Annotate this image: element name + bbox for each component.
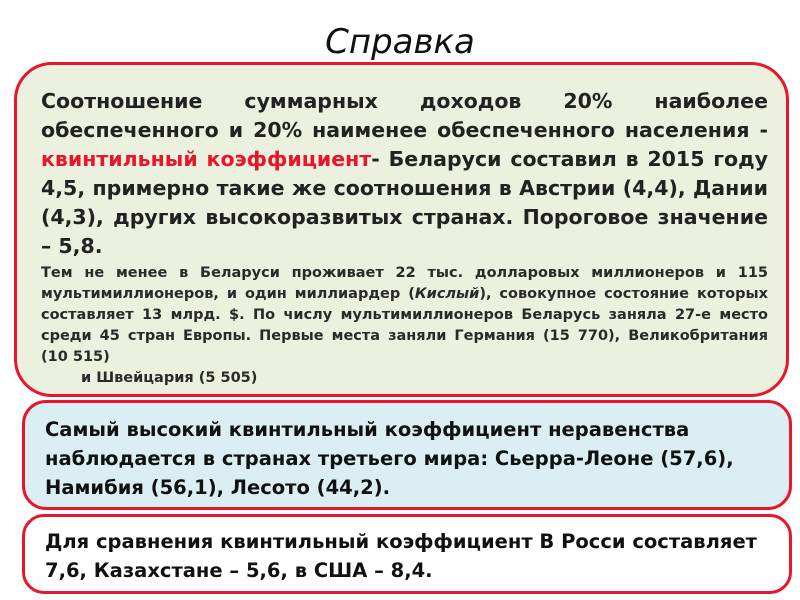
comparison-text: Для сравнения квинтильный коэффициент В Росси составляет 7,6, Казахстане – 5,6, в США – 8,4. [45, 530, 757, 582]
billionaire-name: Кислый [414, 286, 480, 302]
millionaires-paragraph [41, 263, 768, 389]
info-box-main [14, 62, 789, 397]
millionaires-paragraph-end: ), совокупное состояние которых составляет 13 млрд. $. По числу мультимиллионеров Беларусь заняла 27-е место среди 45 стран Европы. Первые места заняли Германия (15 770), Великобритания (10 515) [41, 286, 768, 365]
third-world-text: Самый высокий квинтильный коэффициент неравенства наблюдается в странах третьего мира: Сьерра-Леоне (57,6), Намибия (56,1), Лесото (44,2). [45, 418, 734, 499]
millionaires-paragraph-cut: и Швейцария (5 505) [81, 370, 258, 386]
quintile-coefficient-highlight: квинтильный коэффициент [41, 147, 372, 171]
main-paragraph-start: Соотношение суммарных доходов 20% наиболее обеспеченного и 20% наименее обеспеченного населения - [41, 89, 768, 142]
page-title: Справка [325, 22, 475, 62]
main-paragraph [41, 87, 768, 261]
info-box-comparison [22, 514, 792, 594]
info-box-third-world [22, 400, 792, 510]
millionaires-paragraph-start: Тем не менее в Беларуси проживает 22 тыс. долларовых миллионеров и 115 мультимиллионеров, и один миллиардер ( [41, 265, 768, 302]
main-paragraph-end: - Беларуси составил в 2015 году 4,5, примерно такие же соотношения в Австрии (4,4), Дании (4,3), других высокоразвитых странах. Пороговое значение – 5,8. [41, 147, 768, 258]
